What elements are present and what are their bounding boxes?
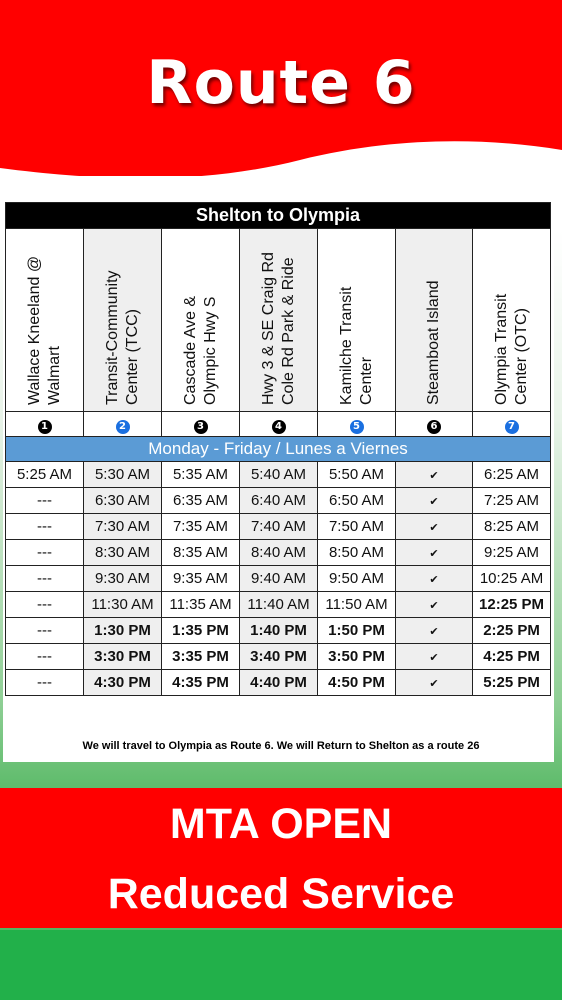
stop-name: Kamilche Transit Center	[337, 286, 375, 405]
stop-number-badge: 4	[272, 420, 286, 434]
stop-number-cell-5	[318, 412, 396, 437]
table-row	[6, 618, 551, 644]
stop-number-badge: 7	[505, 420, 519, 434]
time-cell: 5:50 AM	[318, 462, 396, 488]
check-icon: ✔	[429, 677, 439, 690]
time-cell: 4:25 PM	[473, 644, 551, 670]
time-cell: 4:50 PM	[318, 670, 396, 696]
time-cell: 11:35 AM	[162, 592, 240, 618]
stop-number-cell-1	[6, 412, 84, 437]
banner-line-reduced: Reduced Service	[107, 870, 455, 918]
timepoint-check-icon	[396, 514, 473, 540]
table-row	[6, 566, 551, 592]
time-cell: 7:30 AM	[84, 514, 162, 540]
time-cell: 8:25 AM	[473, 514, 551, 540]
time-cell: 4:30 PM	[84, 670, 162, 696]
time-cell: 6:40 AM	[240, 488, 318, 514]
banner-line-open: MTA OPEN	[169, 800, 393, 848]
stop-number-badge: 1	[38, 420, 52, 434]
time-cell: ---	[6, 488, 84, 514]
time-cell: 8:40 AM	[240, 540, 318, 566]
check-icon: ✔	[429, 625, 439, 638]
stop-number-badge: 6	[427, 420, 441, 434]
time-cell: ---	[6, 566, 84, 592]
time-cell: 6:35 AM	[162, 488, 240, 514]
timepoint-check-icon	[396, 566, 473, 592]
time-cell: 11:40 AM	[240, 592, 318, 618]
time-cell: 3:40 PM	[240, 644, 318, 670]
time-cell: 9:35 AM	[162, 566, 240, 592]
time-cell: 1:30 PM	[84, 618, 162, 644]
stop-name: Wallace Kneeland @ Walmart	[25, 255, 63, 405]
check-icon: ✔	[429, 521, 439, 534]
time-cell: 6:25 AM	[473, 462, 551, 488]
stop-number-cell-4	[240, 412, 318, 437]
stop-name: Transit-Community Center (TCC)	[103, 270, 141, 405]
time-cell: 5:35 AM	[162, 462, 240, 488]
time-cell: ---	[6, 670, 84, 696]
stop-number-cell-7	[473, 412, 551, 437]
stop-name: Cascade Ave & Olympic Hwy S	[181, 295, 219, 405]
time-cell: 12:25 PM	[473, 592, 551, 618]
time-cell: 7:50 AM	[318, 514, 396, 540]
stop-header-5	[318, 229, 396, 412]
stop-header-4	[240, 229, 318, 412]
stop-number-cell-2	[84, 412, 162, 437]
table-row	[6, 670, 551, 696]
timepoint-check-icon	[396, 488, 473, 514]
time-cell: ---	[6, 644, 84, 670]
page-title: Route 6	[146, 48, 416, 118]
time-cell: 9:50 AM	[318, 566, 396, 592]
time-cell: ---	[6, 592, 84, 618]
schedule-body	[6, 462, 551, 696]
time-cell: 8:35 AM	[162, 540, 240, 566]
time-cell: 6:30 AM	[84, 488, 162, 514]
stop-header-6	[396, 229, 473, 412]
service-days-band: Monday - Friday / Lunes a Viernes	[6, 437, 551, 462]
stop-number-cell-3	[162, 412, 240, 437]
schedule-table-wrapper	[5, 202, 550, 696]
time-cell: 8:30 AM	[84, 540, 162, 566]
time-cell: 3:50 PM	[318, 644, 396, 670]
time-cell: 1:35 PM	[162, 618, 240, 644]
time-cell: 4:40 PM	[240, 670, 318, 696]
table-row	[6, 514, 551, 540]
stop-number-badge: 3	[194, 420, 208, 434]
time-cell: ---	[6, 514, 84, 540]
stop-name-row	[6, 229, 551, 412]
time-cell: 5:25 AM	[6, 462, 84, 488]
timepoint-check-icon	[396, 618, 473, 644]
stop-header-1	[6, 229, 84, 412]
time-cell: 1:50 PM	[318, 618, 396, 644]
time-cell: 1:40 PM	[240, 618, 318, 644]
time-cell: 7:40 AM	[240, 514, 318, 540]
time-cell: 5:25 PM	[473, 670, 551, 696]
stop-number-row	[6, 412, 551, 437]
timepoint-check-icon	[396, 592, 473, 618]
table-row	[6, 540, 551, 566]
stop-number-badge: 5	[350, 420, 364, 434]
schedule-table	[5, 202, 551, 696]
table-row	[6, 462, 551, 488]
time-cell: 9:40 AM	[240, 566, 318, 592]
time-cell: 10:25 AM	[473, 566, 551, 592]
stop-name: Hwy 3 & SE Craig Rd Cole Rd Park & Ride	[259, 252, 297, 405]
stop-header-3	[162, 229, 240, 412]
timepoint-check-icon	[396, 462, 473, 488]
bottom-green-band	[0, 930, 562, 1000]
table-row	[6, 644, 551, 670]
time-cell: 3:35 PM	[162, 644, 240, 670]
time-cell: 4:35 PM	[162, 670, 240, 696]
stop-name: Steamboat Island	[425, 280, 442, 405]
time-cell: 11:30 AM	[84, 592, 162, 618]
table-row	[6, 488, 551, 514]
time-cell: 5:40 AM	[240, 462, 318, 488]
timepoint-check-icon	[396, 670, 473, 696]
time-cell: 7:25 AM	[473, 488, 551, 514]
time-cell: 7:35 AM	[162, 514, 240, 540]
time-cell: 5:30 AM	[84, 462, 162, 488]
check-icon: ✔	[429, 469, 439, 482]
timepoint-check-icon	[396, 540, 473, 566]
time-cell: 2:25 PM	[473, 618, 551, 644]
stop-header-7	[473, 229, 551, 412]
route-direction-header: Shelton to Olympia	[6, 203, 551, 229]
time-cell: ---	[6, 540, 84, 566]
time-cell: 8:50 AM	[318, 540, 396, 566]
time-cell: ---	[6, 618, 84, 644]
stop-name: Olympia Transit Center (OTC)	[492, 293, 530, 405]
time-cell: 9:30 AM	[84, 566, 162, 592]
time-cell: 11:50 AM	[318, 592, 396, 618]
stop-number-badge: 2	[116, 420, 130, 434]
table-row	[6, 592, 551, 618]
check-icon: ✔	[429, 651, 439, 664]
time-cell: 3:30 PM	[84, 644, 162, 670]
check-icon: ✔	[429, 573, 439, 586]
time-cell: 9:25 AM	[473, 540, 551, 566]
check-icon: ✔	[429, 495, 439, 508]
stop-header-2	[84, 229, 162, 412]
time-cell: 6:50 AM	[318, 488, 396, 514]
route-footnote: We will travel to Olympia as Route 6. We will Return to Shelton as a route 26	[82, 740, 480, 752]
stop-number-cell-6	[396, 412, 473, 437]
check-icon: ✔	[429, 599, 439, 612]
check-icon: ✔	[429, 547, 439, 560]
timepoint-check-icon	[396, 644, 473, 670]
